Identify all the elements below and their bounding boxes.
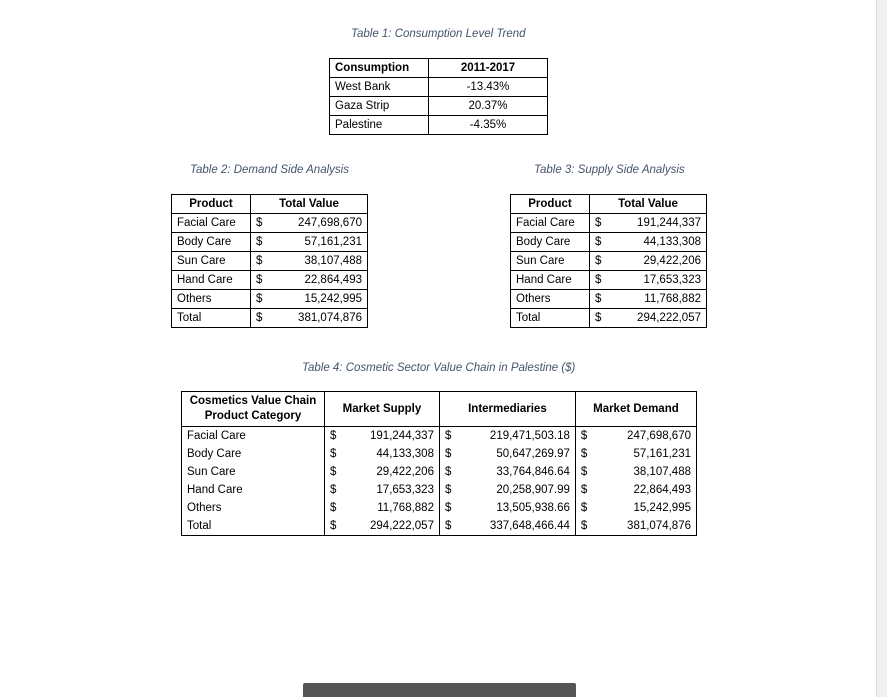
currency-cell: $ — [575, 463, 593, 481]
currency-cell: $ — [325, 517, 343, 536]
demand-table — [171, 194, 368, 328]
currency-cell: $ — [575, 427, 593, 446]
table3-caption: Table 3: Supply Side Analysis — [534, 164, 685, 176]
currency-cell: $ — [251, 233, 269, 252]
table-cell: 57,161,231 — [268, 233, 368, 252]
table-cell: 191,244,337 — [607, 214, 707, 233]
table-cell: 247,698,670 — [593, 427, 697, 446]
table-cell: 15,242,995 — [268, 290, 368, 309]
table-cell: Hand Care — [511, 271, 590, 290]
table-cell: 22,864,493 — [593, 481, 697, 499]
currency-cell: $ — [325, 463, 343, 481]
table-row — [182, 427, 697, 446]
table-row — [182, 499, 697, 517]
table4-caption: Table 4: Cosmetic Sector Value Chain in Palestine ($) — [302, 362, 576, 374]
currency-cell: $ — [325, 499, 343, 517]
supply-table — [510, 194, 707, 328]
table-row — [172, 271, 368, 290]
table-cell: 337,648,466.44 — [457, 517, 575, 536]
table-header: Total Value — [590, 195, 707, 214]
table-cell: 11,768,882 — [342, 499, 439, 517]
currency-cell: $ — [251, 271, 269, 290]
table-cell: Facial Care — [511, 214, 590, 233]
currency-cell: $ — [439, 445, 457, 463]
table-row — [511, 252, 707, 271]
value-chain-table — [181, 391, 697, 536]
table-cell: 17,653,323 — [342, 481, 439, 499]
table-cell: 381,074,876 — [593, 517, 697, 536]
currency-cell: $ — [325, 481, 343, 499]
table-cell: 38,107,488 — [268, 252, 368, 271]
currency-cell: $ — [590, 252, 608, 271]
currency-cell: $ — [590, 271, 608, 290]
consumption-table — [329, 58, 548, 135]
currency-cell: $ — [439, 463, 457, 481]
table-cell: Palestine — [330, 116, 429, 135]
currency-cell: $ — [251, 252, 269, 271]
table-row — [172, 214, 368, 233]
table-header-row — [511, 195, 707, 214]
table-header: Market Demand — [575, 392, 696, 427]
table-row — [172, 290, 368, 309]
currency-cell: $ — [590, 233, 608, 252]
currency-cell: $ — [439, 481, 457, 499]
currency-cell: $ — [325, 427, 343, 446]
table-row — [511, 233, 707, 252]
table-row — [330, 97, 548, 116]
table-cell: Body Care — [182, 445, 325, 463]
table-row — [172, 233, 368, 252]
table-row — [511, 271, 707, 290]
table-cell: 381,074,876 — [268, 309, 368, 328]
table-header: Intermediaries — [439, 392, 575, 427]
table-cell: Others — [172, 290, 251, 309]
table1-caption: Table 1: Consumption Level Trend — [351, 28, 526, 40]
table-cell: West Bank — [330, 78, 429, 97]
table-cell: Facial Care — [172, 214, 251, 233]
table-cell: 20,258,907.99 — [457, 481, 575, 499]
table-cell: 22,864,493 — [268, 271, 368, 290]
table-cell: Others — [182, 499, 325, 517]
table-cell: 219,471,503.18 — [457, 427, 575, 446]
currency-cell: $ — [575, 499, 593, 517]
table-row — [172, 252, 368, 271]
currency-cell: $ — [439, 427, 457, 446]
currency-cell: $ — [251, 309, 269, 328]
table-cell: Hand Care — [182, 481, 325, 499]
table-cell: 29,422,206 — [342, 463, 439, 481]
table-cell: Total — [182, 517, 325, 536]
currency-cell: $ — [251, 290, 269, 309]
currency-cell: $ — [325, 445, 343, 463]
table-row — [511, 309, 707, 328]
currency-cell: $ — [590, 214, 608, 233]
currency-cell: $ — [439, 517, 457, 536]
table-row — [172, 309, 368, 328]
table-header: Cosmetics Value Chain Product Category — [182, 392, 325, 427]
table-header-row — [330, 59, 548, 78]
currency-cell: $ — [251, 214, 269, 233]
table-row — [330, 116, 548, 135]
table-row — [511, 214, 707, 233]
currency-cell: $ — [590, 309, 608, 328]
table-cell: 17,653,323 — [607, 271, 707, 290]
table-cell: 20.37% — [429, 97, 548, 116]
table-cell: 294,222,057 — [607, 309, 707, 328]
table-cell: 44,133,308 — [342, 445, 439, 463]
table-header: Product — [172, 195, 251, 214]
table-cell: 191,244,337 — [342, 427, 439, 446]
table-header-row — [172, 195, 368, 214]
table-cell: 15,242,995 — [593, 499, 697, 517]
table-row — [182, 517, 697, 536]
table-cell: 13,505,938.66 — [457, 499, 575, 517]
vertical-scrollbar[interactable] — [876, 0, 887, 697]
table2-caption: Table 2: Demand Side Analysis — [190, 164, 349, 176]
table-cell: -4.35% — [429, 116, 548, 135]
table-cell: 247,698,670 — [268, 214, 368, 233]
table-header: Market Supply — [325, 392, 440, 427]
table-header: Consumption — [330, 59, 429, 78]
currency-cell: $ — [575, 481, 593, 499]
table-row — [330, 78, 548, 97]
table-header: Product — [511, 195, 590, 214]
table-cell: Body Care — [172, 233, 251, 252]
table-cell: 11,768,882 — [607, 290, 707, 309]
table-cell: Hand Care — [172, 271, 251, 290]
table-cell: Others — [511, 290, 590, 309]
table-cell: Sun Care — [182, 463, 325, 481]
table-cell: 294,222,057 — [342, 517, 439, 536]
table-header: Total Value — [251, 195, 368, 214]
currency-cell: $ — [575, 445, 593, 463]
table-cell: Gaza Strip — [330, 97, 429, 116]
table-cell: Body Care — [511, 233, 590, 252]
table-cell: -13.43% — [429, 78, 548, 97]
table-cell: 57,161,231 — [593, 445, 697, 463]
table-cell: 44,133,308 — [607, 233, 707, 252]
table-cell: 29,422,206 — [607, 252, 707, 271]
table-row — [511, 290, 707, 309]
table-row — [182, 463, 697, 481]
currency-cell: $ — [575, 517, 593, 536]
bottom-toolbar[interactable] — [303, 683, 576, 697]
table-cell: 38,107,488 — [593, 463, 697, 481]
table-row — [182, 445, 697, 463]
table-cell: Sun Care — [511, 252, 590, 271]
currency-cell: $ — [590, 290, 608, 309]
table-cell: 33,764,846.64 — [457, 463, 575, 481]
table-cell: Total — [511, 309, 590, 328]
table-cell: Total — [172, 309, 251, 328]
table-cell: 50,647,269.97 — [457, 445, 575, 463]
table-header: 2011-2017 — [429, 59, 548, 78]
table-header-row — [182, 392, 697, 427]
currency-cell: $ — [439, 499, 457, 517]
table-cell: Facial Care — [182, 427, 325, 446]
table-row — [182, 481, 697, 499]
table-cell: Sun Care — [172, 252, 251, 271]
